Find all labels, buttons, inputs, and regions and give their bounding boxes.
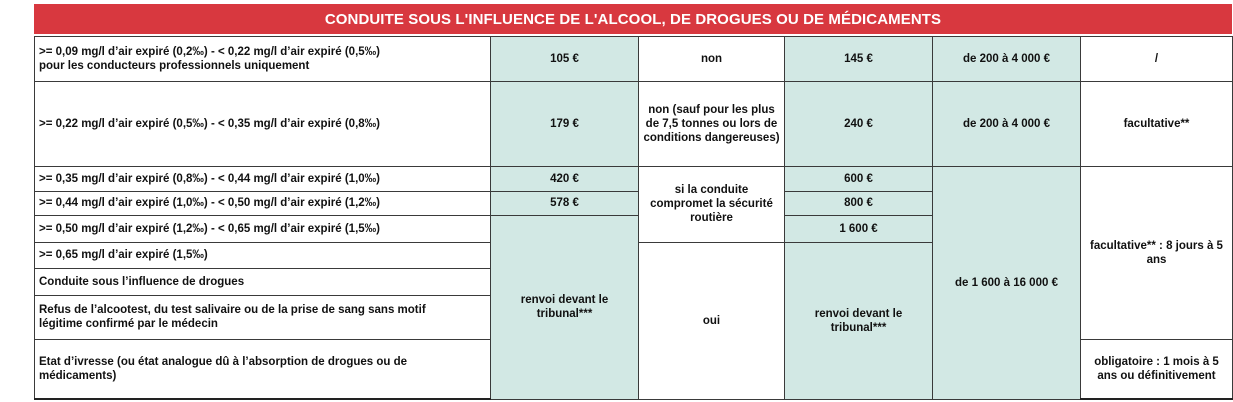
row-label: >= 0,50 mg/l d’air expiré (1,2‰) - < 0,65 mg/l d’air expiré (1,5‰): [35, 216, 491, 243]
court-fine: de 200 à 4 000 €: [933, 37, 1081, 82]
fine-amount-high: 800 €: [785, 191, 933, 215]
row-label: >= 0,35 mg/l d’air expiré (0,8‰) - < 0,44 mg/l d’air expiré (1,0‰): [35, 167, 491, 191]
fines-table: [34, 36, 1233, 400]
licence-withdrawal: facultative** : 8 jours à 5 ans: [1081, 167, 1233, 339]
fine-amount: 105 €: [491, 37, 639, 82]
fine-amount: renvoi devant le tribunal***: [491, 216, 639, 399]
fine-amount-high: 240 €: [785, 82, 933, 167]
row-label: >= 0,09 mg/l d’air expiré (0,2‰) - < 0,22 mg/l d’air expiré (0,5‰) pour les conducteurs professionnels uniquement: [35, 37, 491, 82]
court-fine: de 200 à 4 000 €: [933, 82, 1081, 167]
row-label: Conduite sous l’influence de drogues: [35, 269, 491, 296]
fine-amount-high: renvoi devant le tribunal***: [785, 242, 933, 399]
row-label: Refus de l’alcootest, du test salivaire ou de la prise de sang sans motif légitime confirmé par le médecin: [35, 295, 491, 339]
row-label: >= 0,44 mg/l d’air expiré (1,0‰) - < 0,50 mg/l d’air expiré (1,2‰): [35, 191, 491, 215]
immobilization: non (sauf pour les plus de 7,5 tonnes ou lors de conditions dangereuses): [639, 82, 785, 167]
table-title: CONDUITE SOUS L'INFLUENCE DE L'ALCOOL, DE DROGUES OU DE MÉDICAMENTS: [34, 4, 1232, 34]
table-row: [35, 82, 1233, 167]
court-fine: de 1 600 à 16 000 €: [933, 167, 1081, 399]
licence-withdrawal: /: [1081, 37, 1233, 82]
row-label: >= 0,65 mg/l d’air expiré (1,5‰): [35, 242, 491, 269]
fine-amount: 578 €: [491, 191, 639, 215]
immobilization: oui: [639, 242, 785, 399]
fine-amount: 179 €: [491, 82, 639, 167]
fine-amount-high: 1 600 €: [785, 216, 933, 243]
table-row: [35, 37, 1233, 82]
immobilization: non: [639, 37, 785, 82]
immobilization: si la conduite compromet la sécurité routière: [639, 167, 785, 242]
licence-withdrawal: facultative**: [1081, 82, 1233, 167]
fine-amount: 420 €: [491, 167, 639, 191]
fine-amount-high: 145 €: [785, 37, 933, 82]
table-row: [35, 167, 1233, 191]
row-label: Etat d’ivresse (ou état analogue dû à l’absorption de drogues ou de médicaments): [35, 339, 491, 399]
row-label: >= 0,22 mg/l d’air expiré (0,5‰) - < 0,35 mg/l d’air expiré (0,8‰): [35, 82, 491, 167]
licence-withdrawal: obligatoire : 1 mois à 5 ans ou définitivement: [1081, 339, 1233, 399]
fine-amount-high: 600 €: [785, 167, 933, 191]
